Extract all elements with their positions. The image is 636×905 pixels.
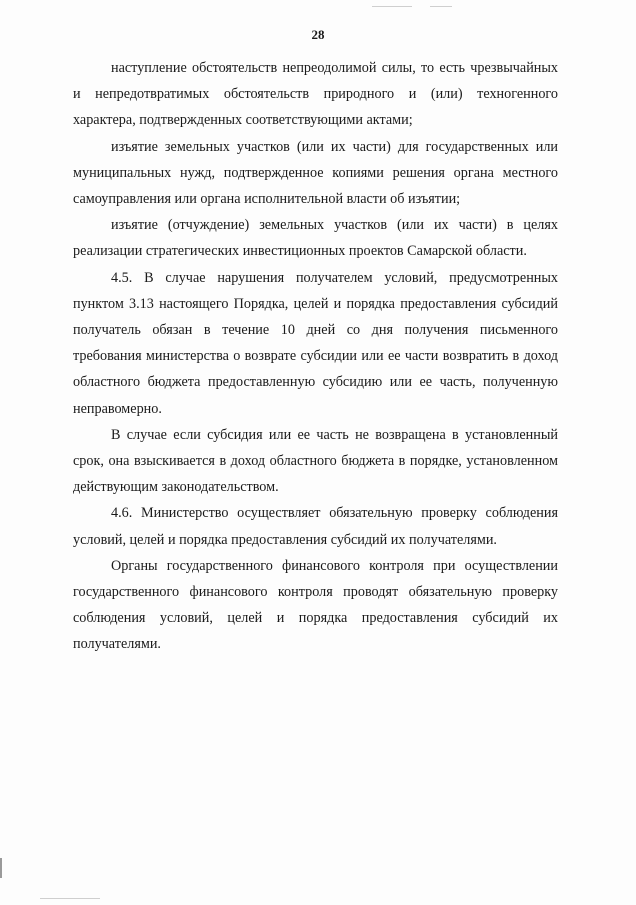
scan-edge-mark [0, 858, 2, 878]
scan-artifact-top-right [430, 6, 452, 7]
document-body [73, 55, 558, 658]
paragraph-land-alienation: изъятие (отчуждение) земельных участков (или их части) в целях реализации стратегических инвестиционных проектов Самарской области. [73, 217, 558, 260]
scan-artifact-bottom [40, 898, 100, 899]
page-number: 28 [311, 27, 325, 42]
scan-artifact-top [372, 6, 412, 7]
paragraph-force-majeure: наступление обстоятельств непреодолимой силы, то есть чрезвычайных и непредотвратимых обстоятельств природного и (или) техногенного характера, подтвержденных соответствующими актами; [73, 60, 558, 129]
paragraph-land-seizure: изъятие земельных участков (или их части) для государственных или муниципальных нужд, подтвержденное копиями решения органа местного самоуправления или органа исполнительной власти об изъятии; [73, 138, 558, 208]
paragraph-refund-enforcement: В случае если субсидия или ее часть не возвращена в установленный срок, она взыскивается в доход областного бюджета в порядке, установленном действующим законодательством. [73, 426, 558, 496]
paragraph-financial-control: Органы государственного финансового контроля при осуществлении государственного финансового контроля проводят обязательную проверку соблюдения условий, целей и порядка предоставления субсидий их получателями. [73, 557, 558, 653]
paragraph-4-6: 4.6. Министерство осуществляет обязательную проверку соблюдения условий, целей и порядка предоставления субсидий их получателями. [73, 505, 558, 548]
paragraph-4-5: 4.5. В случае нарушения получателем условий, предусмотренных пунктом 3.13 настоящего Порядка, целей и порядка предоставления субсидий получатель обязан в течение 10 дней со дня получения письменного требования министерства о возврате субсидии или ее части возвратить в доход областного бюджета предоставленную субсидию или ее часть, полученную неправомерно. [73, 269, 558, 417]
